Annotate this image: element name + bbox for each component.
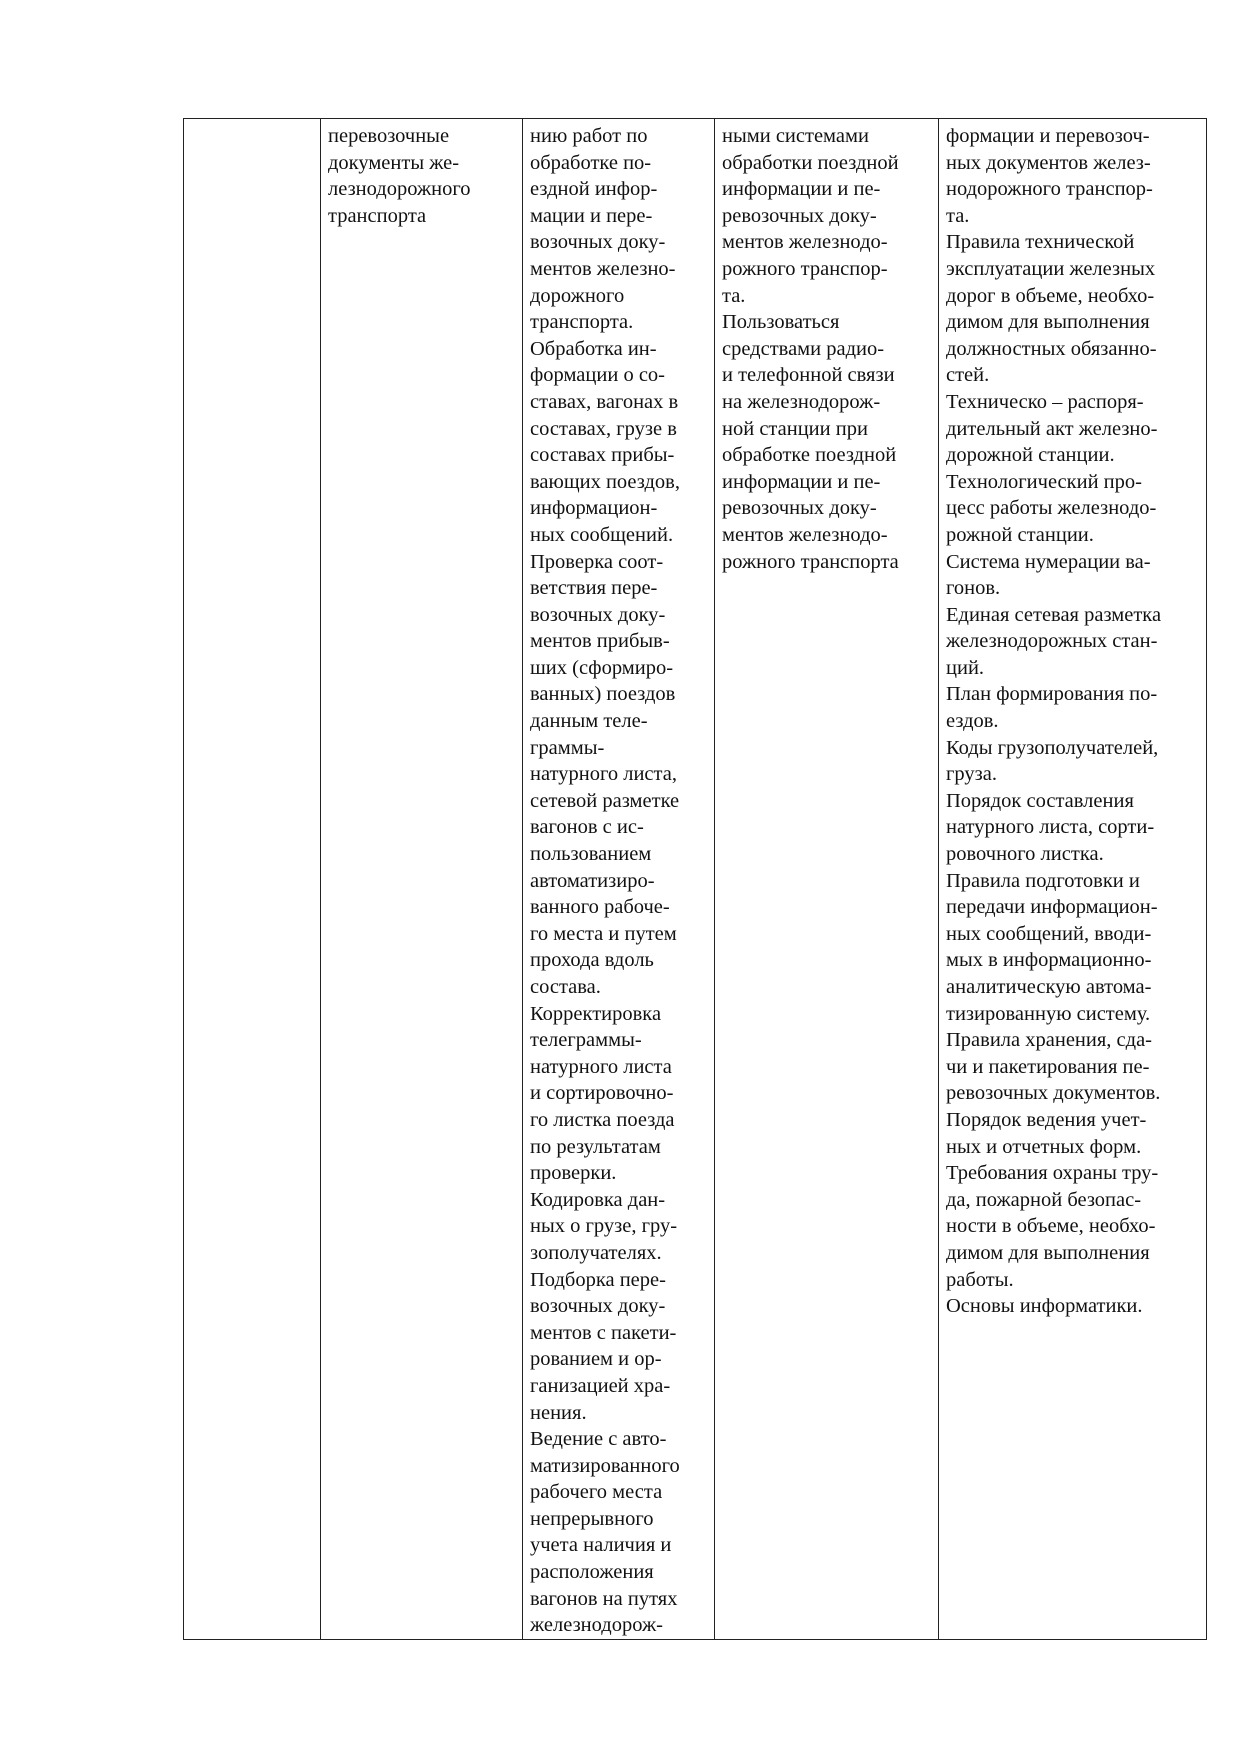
cell-text-line: рожной станции. — [946, 523, 1094, 546]
cell-text-line: железнодорожных стан- — [946, 630, 1158, 653]
cell-text-line: чи и пакетирования пе- — [946, 1055, 1150, 1078]
cell-text-line: ментов с пакети- — [530, 1321, 677, 1344]
cell-text-line: нения. — [530, 1401, 587, 1424]
cell-text-line: проверки. — [530, 1162, 617, 1185]
cell-text-line: Правила хранения, сда- — [946, 1029, 1153, 1052]
cell-text-line: Требования охраны тру- — [946, 1162, 1159, 1185]
cell-text-line: ментов железно- — [530, 257, 676, 280]
cell-text-line: ганизацией хра- — [530, 1374, 671, 1397]
cell-text-line: дорожной станции. — [946, 444, 1115, 467]
cell-text-line: сетевой разметке — [530, 789, 680, 812]
cell-text-line: ных о грузе, гру- — [530, 1215, 678, 1238]
cell-text-line: документы же- — [328, 151, 460, 174]
cell-text-line: ных и отчетных форм. — [946, 1135, 1142, 1158]
cell-text-line: передачи информацион- — [946, 896, 1158, 919]
cell-text-line: автоматизиро- — [530, 869, 655, 892]
cell-text-line: го места и путем — [530, 922, 677, 945]
cell-text-line: Техническо – распоря- — [946, 390, 1144, 413]
cell-text-line: зополучателях. — [530, 1241, 662, 1264]
cell-text-line: вагонов на путях — [530, 1587, 678, 1610]
cell-text-line: натурного листа, сорти- — [946, 816, 1155, 839]
cell-text-line: информации и пе- — [722, 178, 881, 201]
cell-text-line: Корректировка — [530, 1002, 662, 1025]
table-cell — [184, 119, 321, 1640]
cell-text-line: ментов железнодо- — [722, 523, 888, 546]
cell-text-line: ментов прибыв- — [530, 630, 670, 653]
cell-text-line: граммы- — [530, 736, 605, 759]
cell-text-line: та. — [722, 284, 746, 307]
cell-text-line: обработке поездной — [722, 444, 897, 467]
cell-text-line: ментов железнодо- — [722, 231, 888, 254]
cell-text-line: ных сообщений. — [530, 523, 674, 546]
cell-text-line: нию работ по — [530, 125, 648, 147]
cell-text-line: Правила подготовки и — [946, 869, 1140, 892]
cell-text-line: Обработка ин- — [530, 337, 657, 360]
cell-text-line: гонов. — [946, 577, 1001, 600]
cell-text-line: возочных доку- — [530, 603, 666, 626]
cell-text-line: ших (сформиро- — [530, 656, 674, 679]
cell-text-line: ревозочных доку- — [722, 204, 877, 227]
cell-text-line: лезнодорожного — [328, 178, 471, 201]
cell-text-line: Ведение с авто- — [530, 1428, 667, 1451]
cell-text-line: телеграммы- — [530, 1029, 642, 1052]
cell-text-line: дорог в объеме, необхо- — [946, 284, 1155, 307]
cell-text-line: вагонов с ис- — [530, 816, 644, 839]
cell-text-line: пользованием — [530, 843, 652, 866]
cell-text-line: рабочего места — [530, 1481, 663, 1504]
cell-text-line: и телефонной связи — [722, 364, 895, 387]
cell-text-line: ровочного листка. — [946, 843, 1104, 866]
table-cell — [939, 119, 1207, 1640]
cell-text-line: обработке по- — [530, 151, 652, 174]
table-cell — [715, 119, 939, 1640]
cell-text-line: ных сообщений, вводи- — [946, 922, 1152, 945]
cell-text-line: ными системами — [722, 125, 869, 147]
cell-text-line: учета наличия и — [530, 1534, 672, 1557]
cell-text-line: ванного рабоче- — [530, 896, 670, 919]
cell-text-line: дорожного — [530, 284, 625, 307]
cell-text-line: димом для выполнения — [946, 311, 1150, 334]
cell-text-line: транспорта — [328, 204, 427, 227]
cell-text-line: информации и пе- — [722, 470, 881, 493]
cell-text-line: дительный акт железно- — [946, 417, 1158, 440]
cell-text-line: нодорожного транспор- — [946, 178, 1153, 201]
cell-text-line: должностных обязанно- — [946, 337, 1157, 360]
cell-text-line: расположения — [530, 1561, 654, 1584]
cell-text-line: прохода вдоль — [530, 949, 654, 972]
cell-text-line: ности в объеме, необхо- — [946, 1215, 1156, 1238]
cell-text-line: ной станции при — [722, 417, 868, 440]
cell-text-line: Кодировка дан- — [530, 1188, 666, 1211]
cell-text-line: димом для выполнения — [946, 1241, 1150, 1264]
cell-text-line: ций. — [946, 656, 985, 679]
cell-text-line: возочных доку- — [530, 1295, 666, 1318]
cell-text-line: матизированного — [530, 1454, 680, 1477]
cell-text-line: ездной инфор- — [530, 178, 658, 201]
cell-text-line: железнодорож- — [530, 1614, 663, 1637]
cell-text-line: формации о со- — [530, 364, 665, 387]
cell-text-line: информацион- — [530, 497, 658, 520]
cell-text-line: по результатам — [530, 1135, 661, 1158]
cell-text-line: возочных доку- — [530, 231, 666, 254]
cell-text-line: тизированную систему. — [946, 1002, 1151, 1025]
competency-table — [183, 118, 1207, 1640]
cell-text-line: данным теле- — [530, 710, 648, 733]
cell-text-line: Правила технической — [946, 231, 1135, 254]
table-cell — [523, 119, 715, 1640]
cell-text-line: составах, грузе в — [530, 417, 677, 440]
cell-text-line: средствами радио- — [722, 337, 885, 360]
cell-text-line: и сортировочно- — [530, 1082, 674, 1105]
table-cell — [321, 119, 523, 1640]
cell-text-line: ванных) поездов — [530, 683, 676, 706]
cell-text-line: ревозочных доку- — [722, 497, 877, 520]
cell-text-line: Технологический про- — [946, 470, 1142, 493]
cell-text-line: Пользоваться — [722, 311, 840, 334]
cell-text-line: натурного листа — [530, 1055, 672, 1078]
cell-text-line: План формирования по- — [946, 683, 1158, 706]
cell-text-line: ревозочных документов. — [946, 1082, 1161, 1105]
cell-text-line: перевозочные — [328, 125, 450, 147]
cell-text-line: го листка поезда — [530, 1108, 675, 1131]
cell-text-line: цесс работы железнодо- — [946, 497, 1157, 520]
cell-text-line: рожного транспорта — [722, 550, 899, 573]
cell-text-line: стей. — [946, 364, 990, 387]
cell-text-line: непрерывного — [530, 1507, 654, 1530]
cell-text-line: Основы информатики. — [946, 1295, 1143, 1318]
cell-text-line: ставах, вагонах в — [530, 390, 679, 413]
cell-text-line: аналитическую автома- — [946, 976, 1152, 998]
cell-text-line: рованием и ор- — [530, 1348, 662, 1371]
cell-text-line: ветствия пере- — [530, 577, 658, 600]
cell-text-line: рожного транспор- — [722, 257, 888, 280]
cell-text-line: Порядок ведения учет- — [946, 1108, 1147, 1131]
cell-text-line: да, пожарной безопас- — [946, 1188, 1142, 1211]
cell-text-line: ездов. — [946, 710, 999, 733]
cell-text-line: состава. — [530, 976, 601, 998]
cell-text-line: ных документов желез- — [946, 151, 1151, 174]
cell-text-line: Подборка пере- — [530, 1268, 666, 1291]
cell-text-line: мых в информационно- — [946, 949, 1152, 972]
cell-text-line: груза. — [946, 763, 997, 786]
cell-text-line: Проверка соот- — [530, 550, 664, 573]
cell-text-line: Система нумерации ва- — [946, 550, 1151, 573]
cell-text-line: транспорта. — [530, 311, 634, 334]
cell-text-line: эксплуатации железных — [946, 257, 1156, 280]
cell-text-line: Единая сетевая разметка — [946, 603, 1162, 626]
cell-text-line: Коды грузополучателей, — [946, 736, 1159, 759]
cell-text-line: натурного листа, — [530, 763, 677, 786]
cell-text-line: работы. — [946, 1268, 1014, 1291]
cell-text-line: составах прибы- — [530, 444, 675, 467]
cell-text-line: та. — [946, 204, 970, 227]
cell-text-line: Порядок составления — [946, 789, 1134, 812]
cell-text-line: вающих поездов, — [530, 470, 680, 493]
cell-text-line: обработки поездной — [722, 151, 899, 174]
cell-text-line: на железнодорож- — [722, 390, 881, 413]
cell-text-line: мации и пере- — [530, 204, 653, 227]
cell-text-line: формации и перевозоч- — [946, 125, 1150, 147]
table-row — [184, 119, 1207, 1640]
